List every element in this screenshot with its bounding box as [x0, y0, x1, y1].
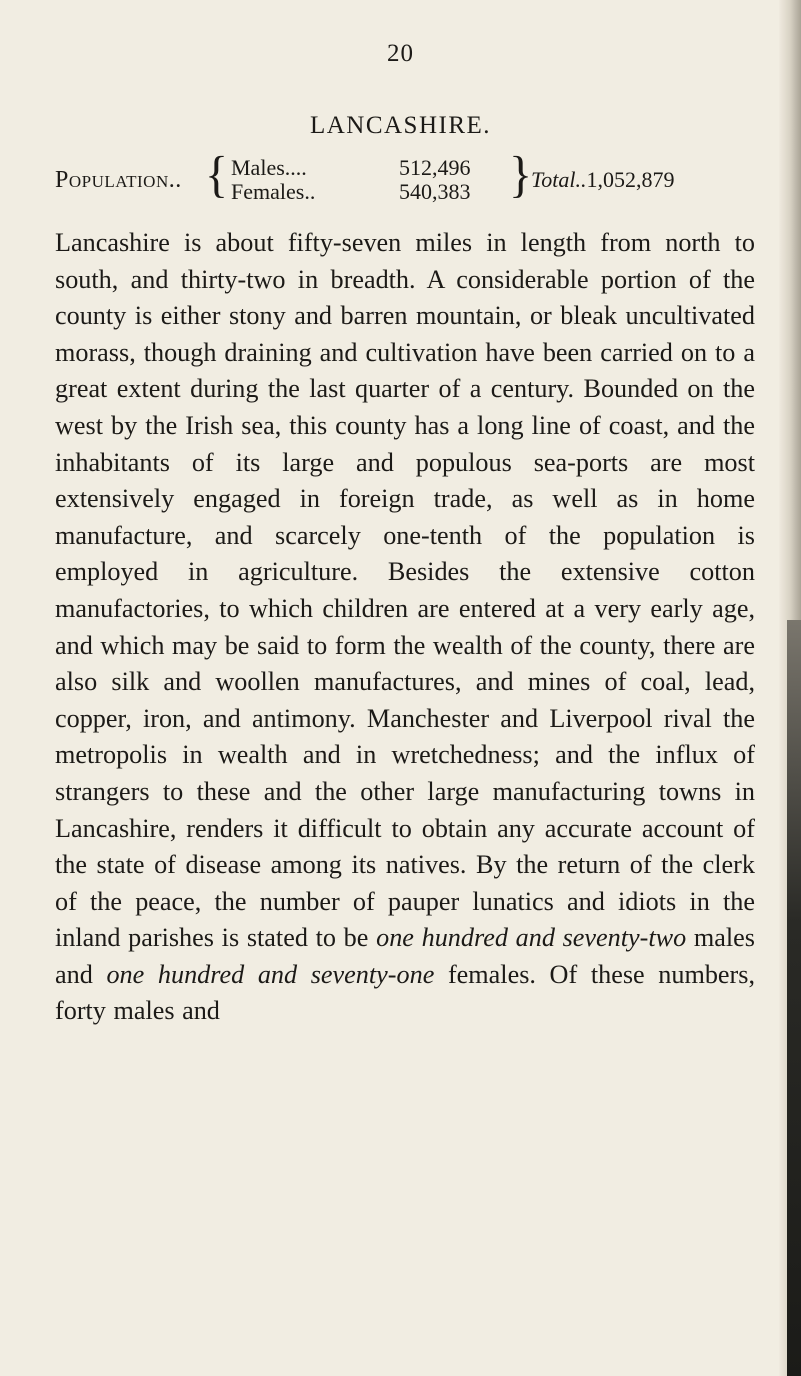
males-row	[231, 155, 471, 181]
page-heading: LANCASHIRE.	[309, 112, 492, 139]
total-label: Total..	[531, 167, 587, 192]
page-number: 20	[387, 40, 414, 67]
females-label: Females..	[231, 179, 316, 204]
males-label: Males....	[231, 155, 307, 180]
body-italic-1: one hundred and seventy-two	[376, 923, 687, 953]
right-brace: }	[509, 146, 533, 203]
population-table	[55, 146, 775, 205]
body-text-part3: females. Of these numbers, forty males and	[55, 959, 755, 1026]
total-row	[531, 167, 674, 193]
males-value: 512,496	[399, 155, 471, 180]
body-text-part1: Lancashire is about fifty-seven miles in length from north to south, and thirty-two in breadth. A considerable portion of the county is either stony and barren mountain, or bleak uncultivated morass, though draining and cultivation have been carried on to a great extent during the last quarter of a century. Bounded on the west by the Irish sea, this county has a long line of coast, and the inhabitants of its large and populous sea-ports are most extensively engaged in foreign trade, as well as in home manufacture, and scarcely one-tenth of the population is employed in agriculture. Besides the extensive cotton manufactories, to which children are entered at a very early age, and which may be said to form the wealth of the county, there are also silk and woollen manufactures, and mines of coal, lead, copper, iron, and antimony. Manchester and Liverpool rival the metropolis in wealth and in wretchedness; and the influx of strangers to these and the other large manufacturing towns in Lancashire, renders it difficult to obtain any accurate account of the state of disease among its natives. By the return of the clerk of the peace, the number of pauper lunatics and idiots in the inland parishes is stated to be	[55, 228, 755, 953]
left-brace: {	[205, 146, 229, 203]
body-text-part2: males and	[55, 923, 756, 989]
females-value: 540,383	[399, 179, 471, 204]
population-label: Population..	[55, 167, 182, 193]
females-row	[231, 179, 471, 205]
body-italic-2: one hundred and seventy-one	[106, 959, 435, 989]
total-value: 1,052,879	[586, 167, 675, 192]
page-edge-shadow	[787, 620, 801, 1376]
body-paragraph	[55, 225, 755, 1030]
